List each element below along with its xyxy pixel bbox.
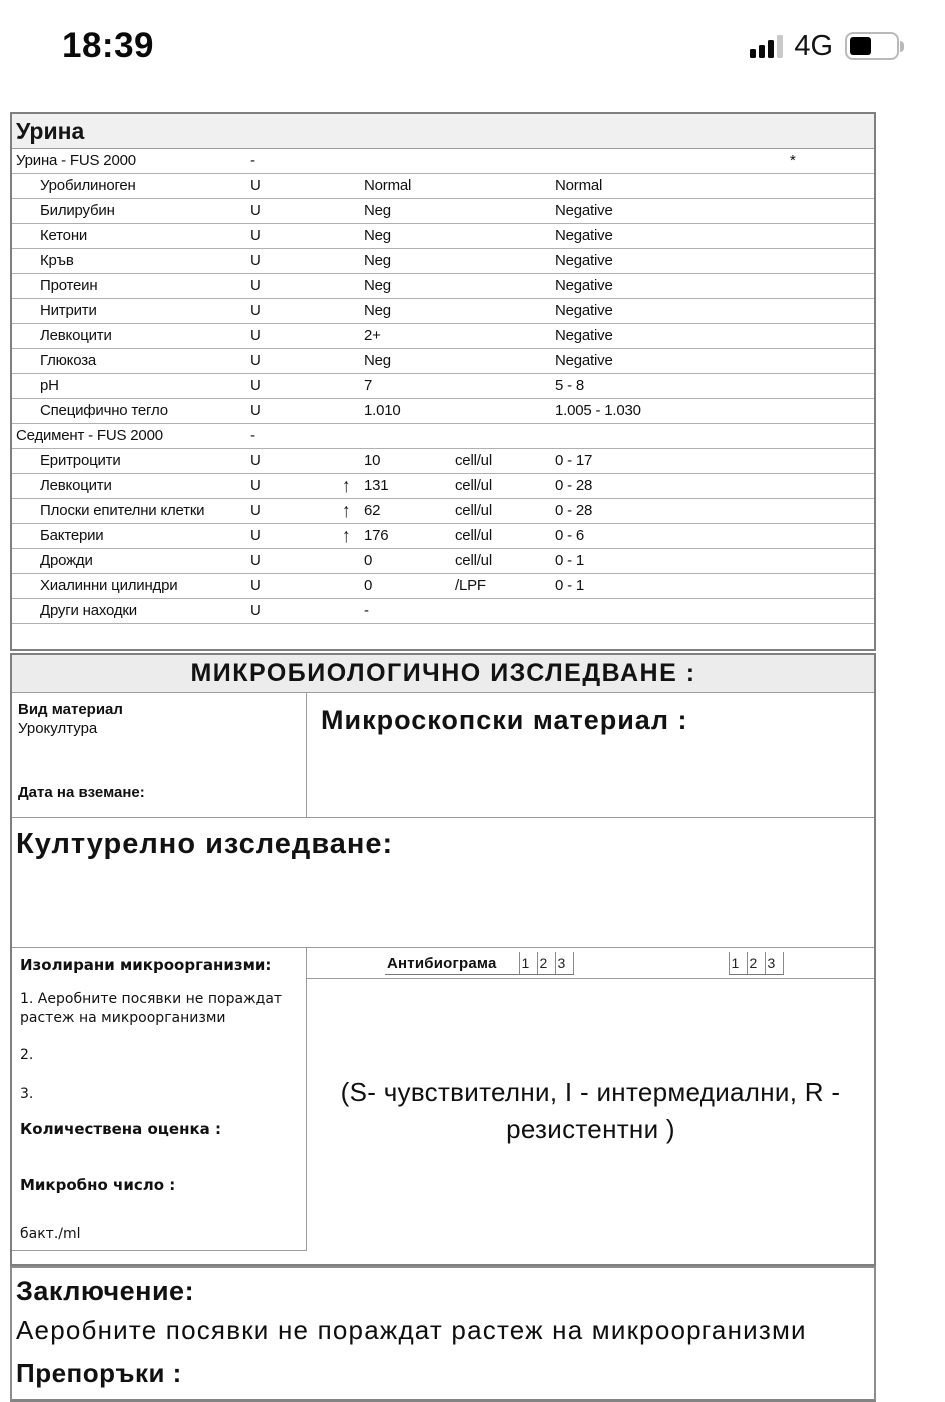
unit-cell	[455, 599, 555, 623]
result-cell	[338, 599, 455, 623]
reference-range-cell	[555, 424, 790, 448]
abnormal-star-marker	[790, 549, 874, 573]
reference-range-cell: Negative	[555, 302, 613, 319]
isolated-organisms-cell	[12, 948, 307, 1251]
result-cell	[338, 399, 455, 423]
param-name: Кръв	[40, 252, 74, 269]
result-value: Neg	[364, 227, 391, 244]
param-name: Глюкоза	[40, 352, 97, 369]
abnormal-star-marker	[790, 174, 874, 198]
microbiology-section	[10, 653, 876, 1266]
antibiogram-label-group	[385, 952, 574, 975]
flag-cell: U	[250, 302, 261, 319]
result-value: -	[364, 602, 369, 619]
param-name: Дрожди	[40, 552, 93, 569]
antibiogram-label: Антибиограма	[387, 955, 497, 972]
param-name: Нитрити	[40, 302, 97, 319]
reference-range-cell: 0 - 28	[555, 502, 593, 519]
flag-cell: U	[250, 227, 261, 244]
result-cell	[338, 274, 455, 298]
material-type-value: Урокултура	[18, 720, 98, 737]
reference-range-cell: 0 - 1	[555, 552, 585, 569]
conclusion-text: Аеробните посявки не пораждат растеж на микроорганизми	[16, 1315, 807, 1345]
flag-cell: U	[250, 552, 261, 569]
flag-cell: U	[250, 252, 261, 269]
abnormal-star-marker	[790, 524, 874, 548]
result-cell	[338, 574, 455, 598]
unit-cell	[455, 349, 555, 373]
status-indicators	[750, 30, 907, 63]
abnormal-star-marker	[790, 199, 874, 223]
abnormal-star-marker	[790, 424, 874, 448]
flag-cell: U	[250, 477, 261, 494]
result-value: Normal	[364, 177, 412, 194]
table-row	[12, 599, 874, 624]
result-value: Neg	[364, 252, 391, 269]
result-value: 0	[364, 577, 373, 594]
unit-cell: cell/ul	[455, 527, 492, 544]
table-row	[12, 574, 874, 599]
result-value: 10	[364, 452, 381, 469]
param-name: Хиалинни цилиндри	[40, 577, 178, 594]
table-row	[12, 174, 874, 199]
flag-cell: U	[250, 177, 261, 194]
table-row	[12, 449, 874, 474]
reference-range-cell: Negative	[555, 252, 613, 269]
flag-cell: U	[250, 502, 261, 519]
isolated-item-1: 1. Аеробните посявки не пораждат растеж на микроорганизми	[20, 991, 283, 1026]
quantitative-label: Количествена оценка :	[20, 1120, 221, 1138]
result-cell	[338, 449, 455, 473]
sir-legend: (S- чувствителни, I - интермедиални, R - резистентни )	[340, 1077, 841, 1144]
table-row	[12, 249, 874, 274]
abnormal-star-marker	[790, 574, 874, 598]
abnormal-star-marker	[790, 599, 874, 623]
isolated-antibiogram-row	[12, 948, 874, 1264]
result-value: 1.010	[364, 402, 401, 419]
unit-cell	[455, 174, 555, 198]
reference-range-cell: Negative	[555, 227, 613, 244]
table-row	[12, 424, 874, 449]
unit-cell: /LPF	[455, 577, 486, 594]
flag-cell: U	[250, 577, 261, 594]
param-name: Плоски епителни клетки	[40, 502, 205, 519]
abnormal-star-marker	[790, 224, 874, 248]
param-name: Еритроцити	[40, 452, 121, 469]
abnormal-star-marker	[790, 499, 874, 523]
urine-section-title: Урина	[12, 114, 874, 149]
table-row	[12, 299, 874, 324]
battery-icon	[845, 32, 899, 60]
high-value-arrow-icon: ↑	[342, 474, 351, 497]
abnormal-star-marker	[790, 274, 874, 298]
table-row	[12, 399, 874, 424]
result-value: Neg	[364, 352, 391, 369]
abnormal-star-marker: *	[790, 152, 796, 169]
unit-cell	[455, 299, 555, 323]
high-value-arrow-icon: ↑	[342, 499, 351, 522]
reference-range-cell: Negative	[555, 352, 613, 369]
microbial-count-label: Микробно число :	[20, 1176, 176, 1194]
result-cell	[338, 349, 455, 373]
isolated-organisms-label: Изолирани микроорганизми:	[20, 956, 272, 974]
abnormal-star-marker	[790, 299, 874, 323]
param-name	[12, 624, 250, 649]
unit-cell: cell/ul	[455, 452, 492, 469]
recommendations-label: Препоръки :	[16, 1358, 182, 1388]
reference-range-cell: Negative	[555, 277, 613, 294]
culture-title: Културелно изследване:	[16, 828, 394, 860]
reference-range-cell	[555, 624, 790, 649]
result-value: 131	[364, 477, 389, 494]
unit-cell	[455, 399, 555, 423]
result-cell	[338, 549, 455, 573]
result-cell	[338, 624, 455, 649]
sampling-date-label: Дата на вземане:	[18, 784, 145, 801]
reference-range-cell: 5 - 8	[555, 377, 585, 394]
abnormal-star-marker	[790, 624, 874, 649]
reference-range-cell: 0 - 28	[555, 477, 593, 494]
conclusion-label: Заключение:	[16, 1276, 195, 1306]
antibiogram-col-group-2	[729, 952, 784, 975]
reference-range-cell	[555, 149, 790, 173]
material-type-label: Вид материал	[18, 701, 123, 718]
result-cell	[338, 149, 455, 173]
microscopy-cell	[307, 693, 874, 817]
table-row	[12, 374, 874, 399]
table-row	[12, 324, 874, 349]
table-row	[12, 349, 874, 374]
table-row	[12, 499, 874, 524]
antibiogram-col-2: 2	[747, 952, 765, 974]
unit-cell: cell/ul	[455, 477, 492, 494]
flag-cell: U	[250, 277, 261, 294]
param-name: Левкоцити	[40, 477, 112, 494]
result-cell	[338, 424, 455, 448]
unit-cell	[455, 374, 555, 398]
antibiogram-col-1: 1	[729, 952, 747, 974]
table-row	[12, 149, 874, 174]
conclusion-box	[10, 1266, 876, 1402]
antibiogram-col-3: 3	[765, 952, 784, 974]
abnormal-star-marker	[790, 474, 874, 498]
antibiogram-col-3: 3	[555, 952, 574, 974]
table-row	[12, 624, 874, 649]
param-name: Специфично тегло	[40, 402, 168, 419]
table-row	[12, 199, 874, 224]
result-cell	[338, 199, 455, 223]
flag-cell: U	[250, 452, 261, 469]
param-name: Билирубин	[40, 202, 115, 219]
table-row	[12, 549, 874, 574]
flag-cell	[250, 624, 338, 649]
result-cell	[338, 174, 455, 198]
result-cell	[338, 249, 455, 273]
reference-range-cell: Negative	[555, 202, 613, 219]
flag-cell: U	[250, 202, 261, 219]
microscopy-title: Микроскопски материал :	[321, 705, 688, 735]
abnormal-star-marker	[790, 374, 874, 398]
material-row	[12, 693, 874, 818]
param-name: Кетони	[40, 227, 88, 244]
flag-cell: U	[250, 377, 261, 394]
unit-cell	[455, 324, 555, 348]
battery-fill	[850, 37, 871, 55]
flag-cell: -	[250, 427, 255, 444]
param-name: Протеин	[40, 277, 98, 294]
microbiology-title: МИКРОБИОЛОГИЧНО ИЗСЛЕДВАНЕ :	[12, 655, 874, 693]
reference-range-cell	[555, 599, 790, 623]
param-name: Левкоцити	[40, 327, 112, 344]
isolated-item-3: 3.	[20, 1086, 34, 1102]
abnormal-star-marker	[790, 324, 874, 348]
result-value: Neg	[364, 202, 391, 219]
param-name: Урина - FUS 2000	[16, 152, 136, 169]
reference-range-cell: 0 - 6	[555, 527, 585, 544]
result-value: 176	[364, 527, 389, 544]
result-cell	[338, 499, 455, 523]
result-value: 7	[364, 377, 373, 394]
isolated-item-2: 2.	[20, 1047, 34, 1063]
result-cell	[338, 224, 455, 248]
high-value-arrow-icon: ↑	[342, 524, 351, 547]
result-cell	[338, 524, 455, 548]
result-cell	[338, 374, 455, 398]
unit-cell	[455, 424, 555, 448]
urine-table	[10, 112, 876, 651]
flag-cell: U	[250, 402, 261, 419]
table-row	[12, 224, 874, 249]
reference-range-cell: 0 - 17	[555, 452, 593, 469]
clock: 18:39	[62, 26, 155, 65]
result-cell	[338, 474, 455, 498]
abnormal-star-marker	[790, 449, 874, 473]
param-name: Уробилиноген	[40, 177, 136, 194]
unit-cell	[455, 224, 555, 248]
unit-cell	[455, 624, 555, 649]
flag-cell: U	[250, 352, 261, 369]
table-row	[12, 274, 874, 299]
result-value: Neg	[364, 277, 391, 294]
table-row	[12, 524, 874, 549]
flag-cell: U	[250, 327, 261, 344]
reference-range-cell: 0 - 1	[555, 577, 585, 594]
antibiogram-area	[307, 948, 874, 1264]
result-value: Neg	[364, 302, 391, 319]
reference-range-cell: 1.005 - 1.030	[555, 402, 641, 419]
result-value: 0	[364, 552, 373, 569]
abnormal-star-marker	[790, 249, 874, 273]
unit-cell	[455, 149, 555, 173]
flag-cell: U	[250, 527, 261, 544]
microbial-count-unit: бакт./ml	[20, 1226, 81, 1242]
network-type-label: 4G	[794, 29, 833, 62]
antibiogram-header	[307, 948, 874, 979]
result-cell	[338, 324, 455, 348]
lab-report-document	[10, 112, 876, 1402]
urine-table-rows	[12, 149, 874, 649]
antibiogram-col-1: 1	[519, 952, 537, 974]
flag-cell: -	[250, 152, 255, 169]
param-name: pH	[40, 377, 59, 394]
antibiogram-col-2: 2	[537, 952, 555, 974]
result-value: 62	[364, 502, 381, 519]
result-cell	[338, 299, 455, 323]
status-bar	[0, 0, 945, 112]
unit-cell: cell/ul	[455, 552, 492, 569]
param-name: Седимент - FUS 2000	[16, 427, 163, 444]
reference-range-cell: Normal	[555, 177, 603, 194]
material-cell	[12, 693, 307, 817]
flag-cell: U	[250, 602, 261, 619]
abnormal-star-marker	[790, 399, 874, 423]
unit-cell	[455, 199, 555, 223]
culture-cell	[12, 818, 874, 948]
battery-tip	[900, 41, 904, 52]
unit-cell	[455, 274, 555, 298]
unit-cell: cell/ul	[455, 502, 492, 519]
result-value: 2+	[364, 327, 381, 344]
reference-range-cell: Negative	[555, 327, 613, 344]
abnormal-star-marker	[790, 349, 874, 373]
param-name: Други находки	[40, 602, 137, 619]
table-row	[12, 474, 874, 499]
unit-cell	[455, 249, 555, 273]
cellular-signal-icon	[750, 35, 783, 58]
param-name: Бактерии	[40, 527, 104, 544]
